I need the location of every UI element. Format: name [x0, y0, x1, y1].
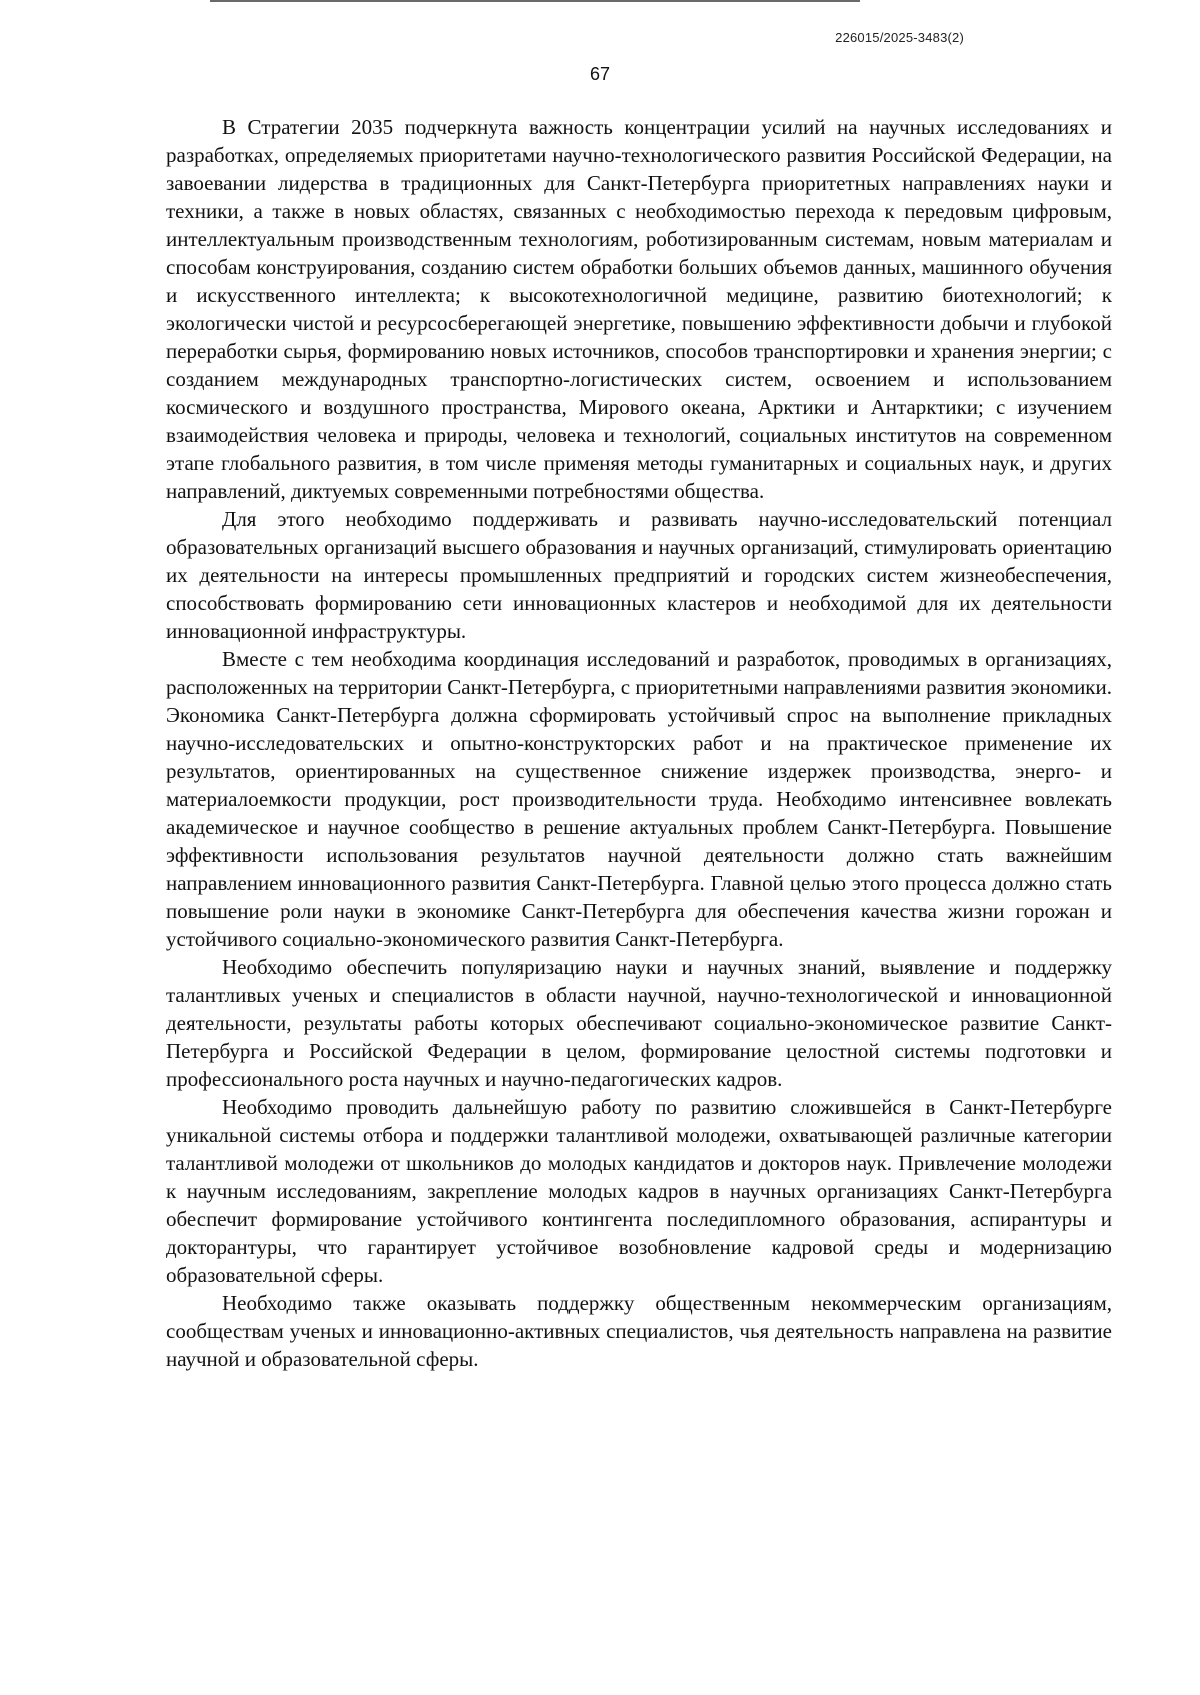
document-body — [166, 113, 1112, 1373]
paragraph: Необходимо проводить дальнейшую работу по развитию сложившейся в Санкт-Петербурге уникальной системы отбора и поддержки талантливой молодежи, охватывающей различные категории талантливой молодежи от школьников до молодых кандидатов и докторов наук. Привлечение молодежи к научным исследованиям, закрепление молодых кадров в научных организациях Санкт-Петербурга обеспечит формирование устойчивого контингента последипломного образования, аспирантуры и докторантуры, что гарантирует устойчивое возобновление кадровой среды и модернизацию образовательной сферы. — [166, 1095, 1112, 1287]
paragraph: Для этого необходимо поддерживать и развивать научно-исследовательский потенциал образовательных организаций высшего образования и научных организаций, стимулировать ориентацию их деятельности на интересы промышленных предприятий и городских систем жизнеобеспечения, способствовать формированию сети инновационных кластеров и необходимой для их деятельности инновационной инфраструктуры. — [166, 507, 1112, 643]
paragraph: Необходимо обеспечить популяризацию науки и научных знаний, выявление и поддержку талантливых ученых и специалистов в области научной, научно-технологической и инновационной деятельности, результаты работы которых обеспечивают социально-экономическое развитие Санкт-Петербурга и Российской Федерации в целом, формирование целостной системы подготовки и профессионального роста научных и научно-педагогических кадров. — [166, 955, 1112, 1091]
paragraph: Необходимо также оказывать поддержку общественным некоммерческим организациям, сообществам ученых и инновационно-активных специалистов, чья деятельность направлена на развитие научной и образовательной сферы. — [166, 1291, 1112, 1371]
document-registration-number: 226015/2025-3483(2) — [835, 30, 964, 45]
scan-top-border — [210, 0, 860, 2]
page-number: 67 — [589, 64, 611, 84]
paragraph: В Стратегии 2035 подчеркнута важность концентрации усилий на научных исследованиях и разработках, определяемых приоритетами научно-технологического развития Российской Федерации, на завоевании лидерства в традиционных для Санкт-Петербурга приоритетных направлениях науки и техники, а также в новых областях, связанных с необходимостью перехода к передовым цифровым, интеллектуальным производственным технологиям, роботизированным системам, новым материалам и способам конструирования, созданию систем обработки больших объемов данных, машинного обучения и искусственного интеллекта; к высокотехнологичной медицине, развитию биотехнологий; к экологически чистой и ресурсосберегающей энергетике, повышению эффективности добычи и глубокой переработки сырья, формированию новых источников, способов транспортировки и хранения энергии; с созданием международных транспортно-логистических систем, освоением и использованием космического и воздушного пространства, Мирового океана, Арктики и Антарктики; с изучением взаимодействия человека и природы, человека и технологий, социальных институтов на современном этапе глобального развития, в том числе применяя методы гуманитарных и социальных наук, и других направлений, диктуемых современными потребностями общества. — [166, 115, 1112, 503]
paragraph: Вместе с тем необходима координация исследований и разработок, проводимых в организациях, расположенных на территории Санкт-Петербурга, с приоритетными направлениями развития экономики. Экономика Санкт-Петербурга должна сформировать устойчивый спрос на выполнение прикладных научно-исследовательских и опытно-конструкторских работ и на практическое применение их результатов, ориентированных на существенное снижение издержек производства, энерго- и материалоемкости продукции, рост производительности труда. Необходимо интенсивнее вовлекать академическое и научное сообщество в решение актуальных проблем Санкт-Петербурга. Повышение эффективности использования результатов научной деятельности должно стать важнейшим направлением инновационного развития Санкт-Петербурга. Главной целью этого процесса должно стать повышение роли науки в экономике Санкт-Петербурга для обеспечения качества жизни горожан и устойчивого социально-экономического развития Санкт-Петербурга. — [166, 647, 1112, 951]
